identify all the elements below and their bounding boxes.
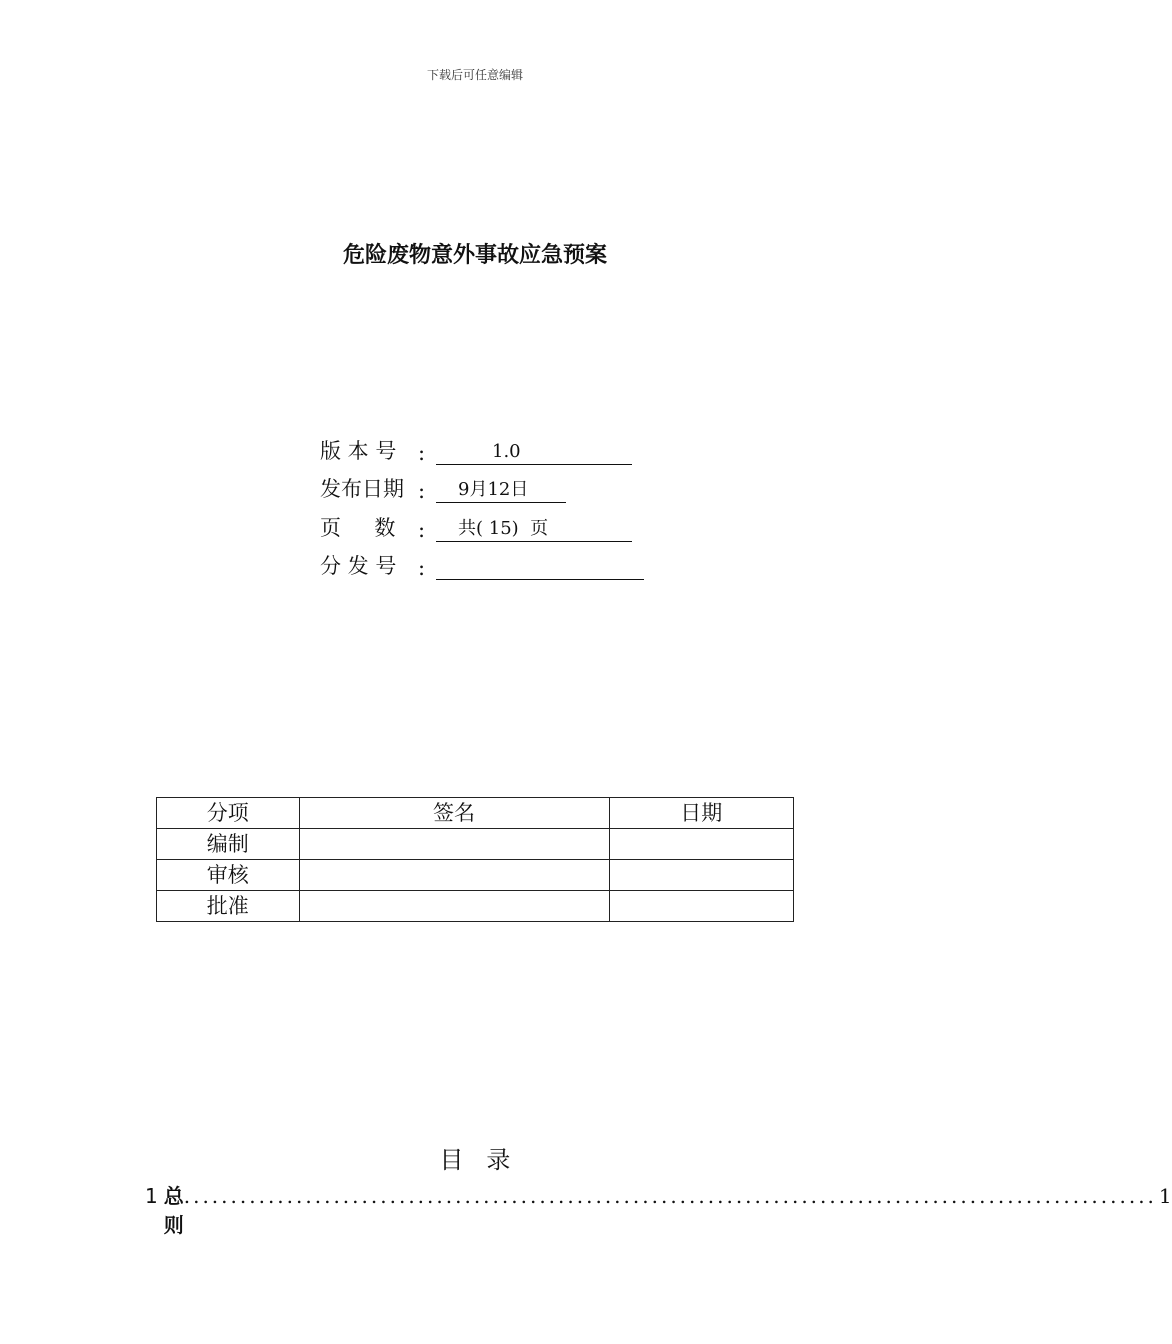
meta-colon: : bbox=[418, 556, 426, 580]
table-row bbox=[157, 891, 794, 922]
meta-row-page-count bbox=[320, 503, 644, 542]
meta-colon: : bbox=[418, 440, 426, 465]
table-header-row bbox=[157, 798, 794, 829]
toc-title: 目 录 bbox=[439, 1146, 511, 1174]
signature-cell bbox=[299, 829, 609, 860]
meta-row-version bbox=[320, 426, 644, 465]
column-header-item: 分项 bbox=[157, 798, 300, 829]
date-cell bbox=[609, 860, 793, 891]
meta-colon: : bbox=[418, 479, 426, 503]
table-row bbox=[157, 829, 794, 860]
meta-value-version: 1.0 bbox=[436, 439, 632, 465]
toc-leader-dots: ........................................................................................................ bbox=[183, 1184, 1157, 1208]
meta-label: 分 发 号 bbox=[320, 554, 397, 578]
toc-entry-label: 总则 bbox=[163, 1184, 184, 1237]
signature-cell bbox=[299, 891, 609, 922]
meta-row-publish-date bbox=[320, 465, 644, 504]
toc-entry-number: 1 bbox=[145, 1184, 158, 1208]
column-header-signature: 签名 bbox=[299, 798, 609, 829]
row-item: 批准 bbox=[157, 891, 300, 922]
page-header: 下载后可任意编辑 bbox=[426, 68, 523, 82]
meta-value-page-count: 共( 15) 页 bbox=[436, 516, 632, 542]
meta-value-distribution-number bbox=[436, 554, 644, 580]
row-item: 编制 bbox=[157, 829, 300, 860]
approval-table bbox=[156, 797, 794, 922]
date-cell bbox=[609, 891, 793, 922]
toc-entry[interactable] bbox=[145, 1180, 1172, 1238]
meta-label: 发布日期 bbox=[320, 477, 404, 501]
date-cell bbox=[609, 829, 793, 860]
column-header-date: 日期 bbox=[609, 798, 793, 829]
row-item: 审核 bbox=[157, 860, 300, 891]
document-title: 危险废物意外事故应急预案 bbox=[342, 243, 607, 268]
meta-label: 页 数 bbox=[320, 515, 396, 540]
meta-colon: : bbox=[418, 517, 426, 542]
meta-value-publish-date: 9月12日 bbox=[436, 477, 566, 503]
table-row bbox=[157, 860, 794, 891]
meta-row-distribution-number bbox=[320, 542, 644, 581]
toc-entry-page: 1 bbox=[1158, 1184, 1172, 1208]
document-meta bbox=[320, 426, 644, 580]
signature-cell bbox=[299, 860, 609, 891]
meta-label: 版 本 号 bbox=[320, 438, 397, 463]
